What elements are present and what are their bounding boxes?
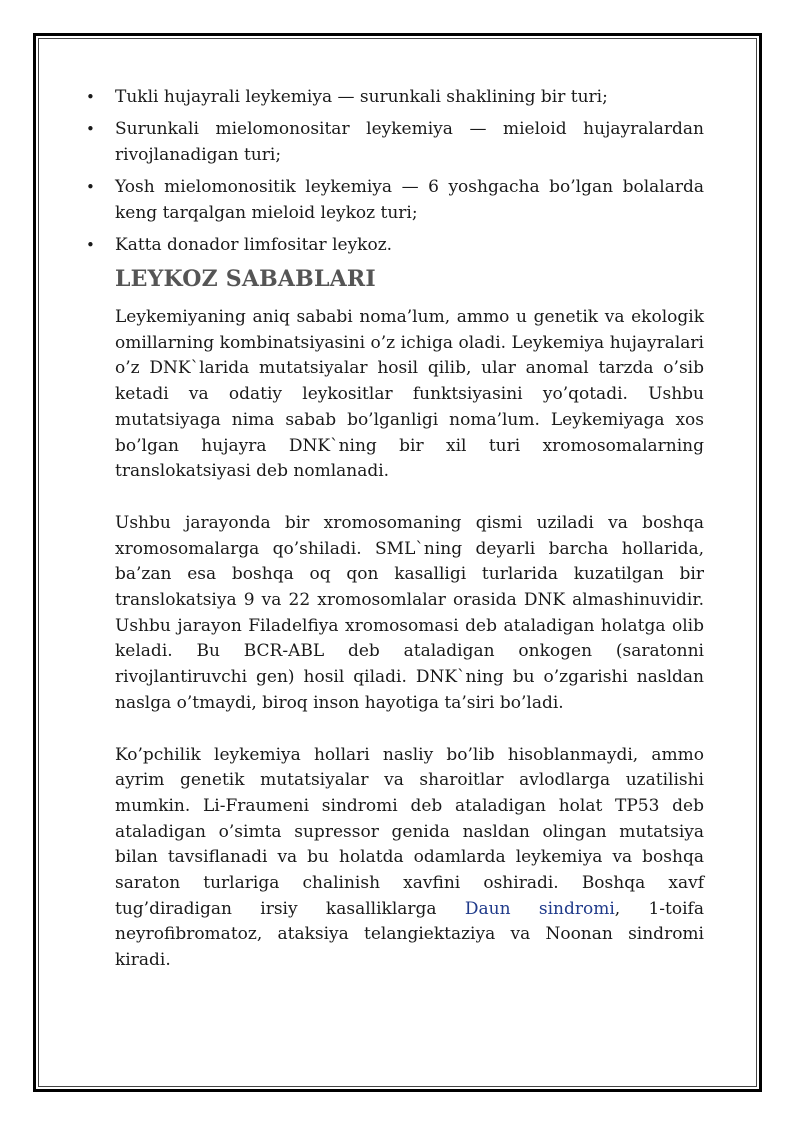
list-item <box>86 84 704 110</box>
bullet-marker: • <box>86 236 95 254</box>
list-item-text: Katta donador limfositar leykoz. <box>115 235 393 255</box>
paragraph-translocation: Ushbu jarayonda bir xromosomaning qismi uziladi va boshqa xromosomalarga qo’shiladi. SML`ning deyarli barcha hollarida, ba’zan esa boshqa oq qon kasalligi turlarida kuzatilgan bir translokatsiya 9 va 22 xromosomlalar orasida DNK almashinuvidir. Ushbu jarayon Filadelfiya xromosomasi deb ataladigan holatga olib keladi. Bu BCR-ABL deb ataladigan onkogen (saratonni rivojlantiruvchi gen) hosil qiladi. DNK`ning bu o’zgarishi nasldan naslga o’tmaydi, biroq inson hayotiga ta’siri bo’ladi. <box>115 512 704 713</box>
section-heading: LEYKOZ SABABLARI <box>115 266 376 292</box>
list-item-text: Yosh mielomonositik leykemiya — 6 yoshgacha bo’lgan bolalarda keng tarqalgan mieloid leykoz turi; <box>115 177 704 223</box>
bullet-marker: • <box>86 88 95 106</box>
list-item <box>86 232 704 258</box>
list-item <box>86 174 704 226</box>
list-item-text: Tukli hujayrali leykemiya — surunkali shaklining bir turi; <box>115 87 608 107</box>
bullet-marker: • <box>86 120 95 138</box>
bullet-marker: • <box>86 178 95 196</box>
paragraph-text: Ko’pchilik leykemiya hollari nasliy bo’lib hisoblanmaydi, ammo ayrim genetik mutatsiyalar va sharoitlar avlodlarga uzatilishi mumkin. Li-Fraumeni sindromi deb ataladigan holat TP53 deb ataladigan o’simta supressor genida nasldan olingan mutatsiya bilan tavsiflanadi va bu holatda odamlarda leykemiya va boshqa saraton turlariga chalinish xavfini oshiradi. Boshqa xavf tug’diradigan irsiy kasalliklarga <box>115 744 704 919</box>
document-body <box>86 84 704 1000</box>
leukemia-types-list <box>86 84 704 258</box>
list-item <box>86 116 704 168</box>
down-syndrome-link[interactable]: Daun sindromi <box>464 898 615 919</box>
paragraph-text: , 1-toifa neyrofibromatoz, ataksiya telangiektaziya va Noonan sindromi kiradi. <box>115 898 704 971</box>
paragraph-hereditary <box>115 743 704 974</box>
list-item-text: Surunkali mielomonositar leykemiya — mieloid hujayralardan rivojlanadigan turi; <box>115 119 704 165</box>
paragraph-causes-intro: Leykemiyaning aniq sababi noma’lum, ammo u genetik va ekologik omillarning kombinatsiyasini o’z ichiga oladi. Leykemiya hujayralari o’z DNK`larida mutatsiyalar hosil qilib, ular anomal tarzda o’sib ketadi va odatiy leykositlar funktsiyasini yo’qotadi. Ushbu mutatsiyaga nima sabab bo’lganligi noma’lum. Leykemiyaga xos bo’lgan hujayra DNK`ning bir xil turi xromosomalarning translokatsiyasi deb nomlanadi. <box>115 307 704 482</box>
